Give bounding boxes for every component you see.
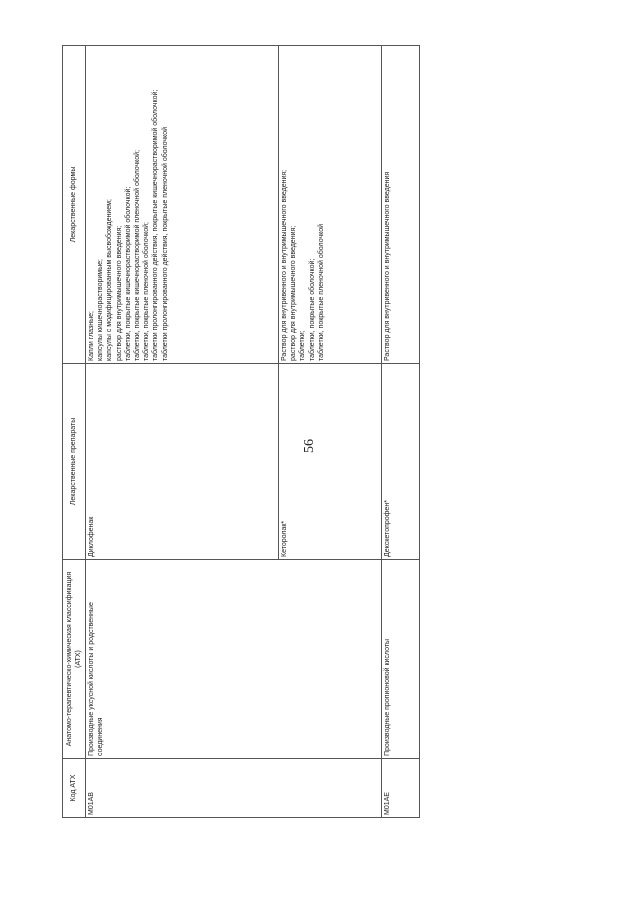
form-line: таблетки;	[299, 330, 307, 361]
form-line: таблетки пролонгированного действия, покрытые пленочной оболочкой	[161, 127, 169, 361]
cell-drug: Диклофенак	[86, 364, 279, 560]
form-line: раствор для внутримышечного введения;	[115, 225, 123, 361]
cell-forms	[382, 46, 420, 364]
table-row	[382, 46, 420, 818]
form-line: таблетки, покрытые пленочной оболочкой;	[143, 222, 151, 361]
form-line: таблетки, покрытые оболочкой;	[308, 258, 316, 361]
header-forms: Лекарственные формы	[63, 46, 86, 364]
header-atx: Анатомо-терапевтическо-химическая классификация (АТХ)	[63, 560, 86, 759]
table-container	[62, 66, 418, 818]
cell-drug: Декскетопрофен*	[382, 364, 420, 560]
form-line: капсулы кишечнорастворимые;	[97, 259, 105, 361]
cell-forms	[86, 46, 279, 364]
form-line: раствор для внутримышечного введения;	[290, 225, 298, 361]
table-rotated	[62, 66, 418, 818]
form-line: капсулы с модифицированным высвобождением;	[106, 199, 114, 361]
form-line: Капли глазные;	[88, 311, 95, 361]
header-drug: Лекарственные препараты	[63, 364, 86, 560]
form-line: Раствор для внутривенного и внутримышечного введения	[384, 171, 391, 361]
form-line: таблетки пролонгированного действия, покрытые кишечнорастворимой оболочкой;	[152, 89, 160, 361]
form-line: таблетки, покрытые пленочной оболочкой	[317, 223, 325, 361]
header-code: Код АТХ	[63, 759, 86, 818]
cell-code: M01AB	[86, 759, 382, 818]
table-header-row	[63, 46, 86, 818]
drug-table	[62, 45, 420, 818]
cell-drug: Кеторолак*	[279, 364, 382, 560]
page-number: 56	[302, 439, 317, 453]
form-line: Раствор для внутривенного и внутримышечного введения;	[281, 169, 288, 361]
cell-atx: Производные пропионовой кислоты	[382, 560, 420, 759]
cell-code: M01AE	[382, 759, 420, 818]
form-line: таблетки, покрытые кишечнорастворимой пленочной оболочкой;	[134, 149, 142, 361]
cell-forms	[279, 46, 382, 364]
table-row	[86, 46, 279, 818]
form-line: таблетки, покрытые кишечнорастворимой оболочкой;	[124, 186, 132, 361]
cell-atx: Производные уксусной кислоты и родственные соединения	[86, 560, 382, 759]
